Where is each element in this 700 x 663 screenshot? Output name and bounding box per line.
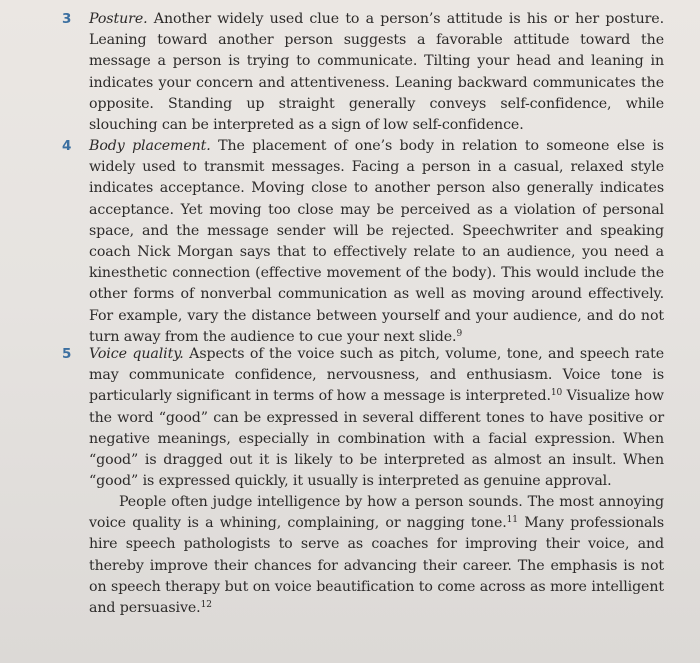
item-number: 4	[62, 138, 72, 154]
item-lead: Posture.	[89, 11, 148, 27]
footnote-ref: 12	[200, 600, 212, 611]
item-text: Many professionals hire speech pathologists to serve as coaches for improving their voice, and thereby improve their chances for advancing their career. The emphasis is not on speech therapy but on voice beautification to come across as more intelligent and persuasive.	[89, 515, 664, 617]
item-number: 5	[62, 346, 72, 362]
item-text: Visualize how the word “good” can be expressed in several different tones to have positive or negative meanings, especially in combination with a facial expression. When “good” is dragged out it is likely to be interpreted as almost an insult. When “good” is expressed quickly, it usually is interpreted as genuine approval.	[89, 388, 664, 490]
item-number: 3	[62, 11, 72, 27]
item-text: Aspects of the voice such as pitch, volume, tone, and speech rate may communicate confidence, nervousness, and enthusiasm. Voice tone is particularly significant in terms of how a message is interpreted.	[89, 346, 664, 405]
item-paragraph	[89, 9, 664, 136]
footnote-ref: 9	[456, 328, 463, 339]
item-text: The placement of one’s body in relation to someone else is widely used to transmit messages. Facing a person in a casual, relaxed style indicates acceptance. Moving close to another person also generally indicates acceptance. Yet moving too close may be perceived as a violation of personal space, and the message sender will be rejected. Speechwriter and speaking coach Nick Morgan says that to effectively relate to an audience, you need a kinesthetic connection (effective movement of the body). This would include the other forms of nonverbal communication as well as moving around effectively. For example, vary the distance between yourself and your audience, and do not turn away from the audience to cue your next slide.	[89, 138, 664, 345]
item-text: People often judge intelligence by how a person sounds. The most annoying voice quality is a whining, complaining, or nagging tone.	[89, 494, 664, 532]
footnote-ref: 10	[550, 388, 563, 399]
item-paragraph-continued	[89, 492, 664, 619]
item-paragraph	[89, 344, 664, 492]
item-paragraph	[89, 136, 664, 348]
footnote-ref: 11	[506, 515, 518, 526]
item-text: Another widely used clue to a person’s attitude is his or her posture. Leaning toward another person suggests a favorable attitude toward the message a person is trying to communicate. Tilting your head and leaning in indicates your concern and attentiveness. Leaning backward communicates the opposite. Standing up straight generally conveys self-confidence, while slouching can be interpreted as a sign of low self-confidence.	[89, 11, 664, 134]
item-lead: Body placement.	[89, 138, 211, 154]
item-lead: Voice quality.	[89, 346, 184, 362]
